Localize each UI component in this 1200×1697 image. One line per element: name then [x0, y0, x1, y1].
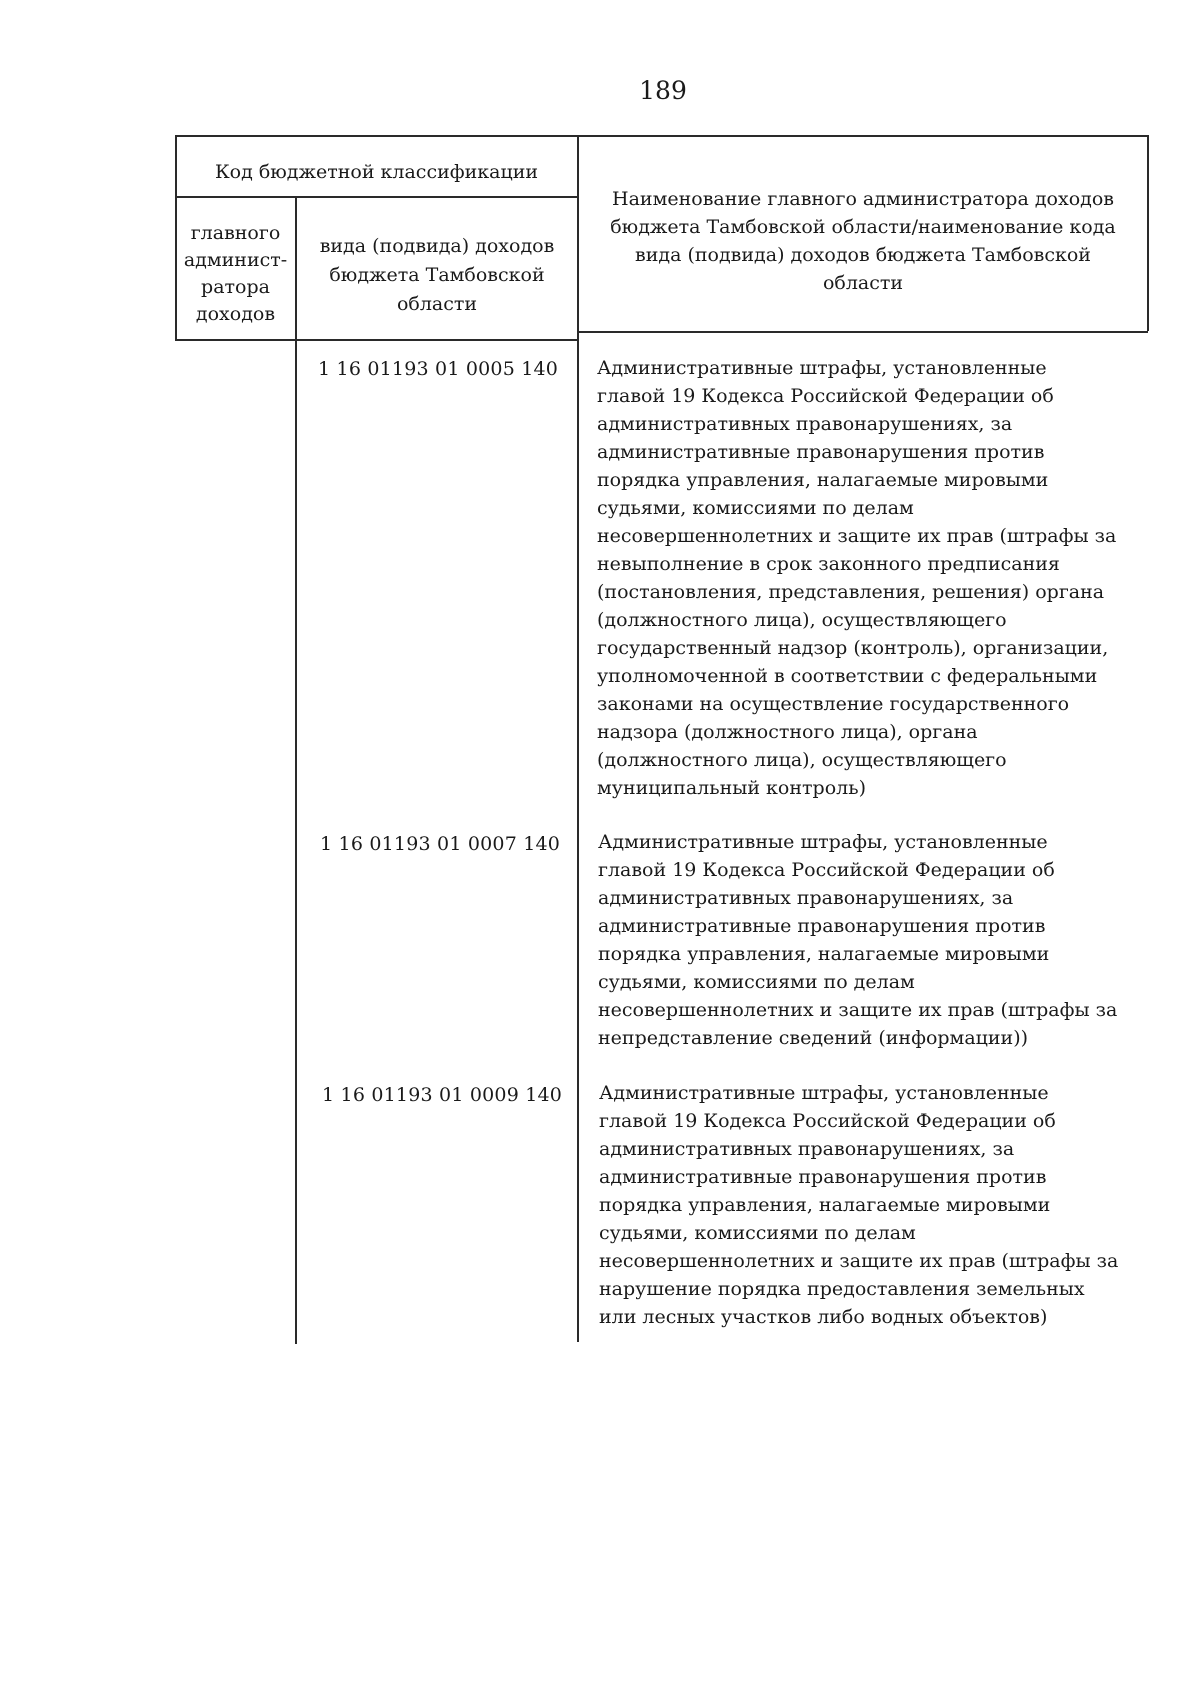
- header-bottom-border: [175, 339, 577, 341]
- table-top-border: [175, 135, 1148, 137]
- header-col-code: вида (подвида) доходов бюджета Тамбовской области: [319, 235, 555, 315]
- row-description: Административные штрафы, установленные главой 19 Кодекса Российской Федерации об административных правонарушениях, за административные правонарушения против порядка управления, налагаемые мировыми судьями, комиссиями по делам несовершеннолетних и защите их прав (штрафы за непредставление сведений (информации)): [598, 831, 1118, 1049]
- row-code: 1 16 01193 01 0007 140: [320, 833, 561, 855]
- column-divider-2: [577, 135, 579, 1342]
- header-group-divider: [175, 196, 577, 198]
- row-code: 1 16 01193 01 0009 140: [322, 1084, 563, 1106]
- header-group-label: Код бюджетной классификации: [214, 161, 539, 183]
- page-number: 189: [639, 76, 687, 105]
- row-description: Административные штрафы, установленные главой 19 Кодекса Российской Федерации об административных правонарушениях, за административные правонарушения против порядка управления, налагаемые мировыми судьями, комиссиями по делам несовершеннолетних и защите их прав (штрафы за невыполнение в срок законного предписания (постановления, представления, решения) органа (должностного лица), осуществляющего государственный надзор (контроль), организации, уполномоченной в соответствии с федеральными законами на осуществление государственного надзора (должностного лица), органа (должностного лица), осуществляющего муниципальный контроль): [597, 357, 1117, 799]
- row-code: 1 16 01193 01 0005 140: [318, 358, 559, 380]
- table-right-border: [1147, 135, 1149, 331]
- header-col-name: Наименование главного администратора доходов бюджета Тамбовской области/наименование кода вида (подвида) доходов бюджета Тамбовской области: [610, 188, 1116, 294]
- header-col-admin: главного админист- ратора доходов: [183, 222, 288, 325]
- column-divider-1: [295, 196, 297, 1344]
- row-description: Административные штрафы, установленные главой 19 Кодекса Российской Федерации об административных правонарушениях, за административные правонарушения против порядка управления, налагаемые мировыми судьями, комиссиями по делам несовершеннолетних и защите их прав (штрафы за нарушение порядка предоставления земельных или лесных участков либо водных объектов): [599, 1082, 1119, 1328]
- header-bottom-border-right: [577, 331, 1148, 333]
